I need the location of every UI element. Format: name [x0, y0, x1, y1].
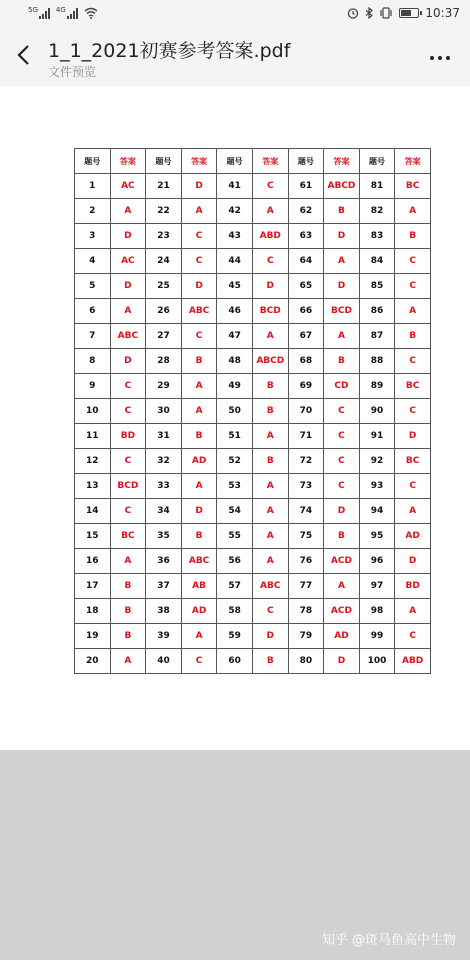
question-number-cell: 13 — [75, 474, 111, 499]
question-number-cell: 54 — [217, 499, 253, 524]
answer-cell: BCD — [110, 474, 146, 499]
status-left — [28, 7, 98, 19]
header-question-number: 题号 — [75, 149, 111, 174]
answer-cell: D — [324, 274, 360, 299]
answer-cell: B — [395, 324, 431, 349]
answer-cell: C — [324, 399, 360, 424]
question-number-cell: 83 — [359, 224, 395, 249]
question-number-cell: 87 — [359, 324, 395, 349]
answer-cell: AD — [181, 449, 217, 474]
question-number-cell: 94 — [359, 499, 395, 524]
answer-cell: C — [395, 399, 431, 424]
question-number-cell: 92 — [359, 449, 395, 474]
answer-cell: A — [110, 549, 146, 574]
table-row — [75, 474, 431, 499]
answer-cell: A — [252, 199, 288, 224]
question-number-cell: 86 — [359, 299, 395, 324]
answer-cell: C — [110, 374, 146, 399]
answer-cell: A — [252, 524, 288, 549]
table-row — [75, 199, 431, 224]
question-number-cell: 58 — [217, 599, 253, 624]
answer-cell: D — [324, 649, 360, 674]
question-number-cell: 4 — [75, 249, 111, 274]
question-number-cell: 59 — [217, 624, 253, 649]
answer-cell: C — [395, 349, 431, 374]
signal-1 — [28, 7, 50, 19]
answer-cell: A — [395, 199, 431, 224]
answer-cell: C — [395, 624, 431, 649]
answer-cell: C — [252, 599, 288, 624]
question-number-cell: 79 — [288, 624, 324, 649]
status-right — [347, 6, 460, 20]
answer-cell: A — [252, 324, 288, 349]
table-row — [75, 299, 431, 324]
question-number-cell: 49 — [217, 374, 253, 399]
header-question-number: 题号 — [217, 149, 253, 174]
answer-cell: D — [252, 624, 288, 649]
answer-cell: A — [181, 399, 217, 424]
question-number-cell: 68 — [288, 349, 324, 374]
question-number-cell: 43 — [217, 224, 253, 249]
answer-cell: ABC — [252, 574, 288, 599]
question-number-cell: 8 — [75, 349, 111, 374]
question-number-cell: 74 — [288, 499, 324, 524]
header-answer: 答案 — [252, 149, 288, 174]
answer-cell: C — [395, 274, 431, 299]
network-label-2: 4G — [55, 6, 66, 14]
header-answer: 答案 — [181, 149, 217, 174]
question-number-cell: 80 — [288, 649, 324, 674]
question-number-cell: 51 — [217, 424, 253, 449]
answer-cell: A — [395, 499, 431, 524]
question-number-cell: 66 — [288, 299, 324, 324]
question-number-cell: 78 — [288, 599, 324, 624]
question-number-cell: 45 — [217, 274, 253, 299]
header-answer: 答案 — [110, 149, 146, 174]
watermark: 知乎 @斑马鱼高中生物 — [321, 933, 456, 948]
answer-cell: BCD — [252, 299, 288, 324]
answer-cell: A — [252, 549, 288, 574]
answer-cell: BCD — [324, 299, 360, 324]
table-row — [75, 349, 431, 374]
answer-cell: D — [324, 499, 360, 524]
question-number-cell: 6 — [75, 299, 111, 324]
question-number-cell: 71 — [288, 424, 324, 449]
question-number-cell: 17 — [75, 574, 111, 599]
answer-cell: B — [110, 574, 146, 599]
table-row — [75, 524, 431, 549]
answer-cell: B — [324, 349, 360, 374]
answer-cell: D — [110, 274, 146, 299]
pdf-page — [0, 86, 470, 750]
answer-cell: D — [395, 424, 431, 449]
question-number-cell: 44 — [217, 249, 253, 274]
question-number-cell: 7 — [75, 324, 111, 349]
table-row — [75, 324, 431, 349]
question-number-cell: 12 — [75, 449, 111, 474]
question-number-cell: 19 — [75, 624, 111, 649]
answer-cell: ACD — [324, 549, 360, 574]
question-number-cell: 36 — [146, 549, 182, 574]
answer-cell: C — [181, 324, 217, 349]
question-number-cell: 91 — [359, 424, 395, 449]
answer-table — [74, 148, 431, 674]
question-number-cell: 97 — [359, 574, 395, 599]
question-number-cell: 41 — [217, 174, 253, 199]
question-number-cell: 95 — [359, 524, 395, 549]
answer-cell: A — [181, 199, 217, 224]
answer-cell: AB — [181, 574, 217, 599]
answer-cell: B — [181, 524, 217, 549]
question-number-cell: 9 — [75, 374, 111, 399]
header-answer: 答案 — [395, 149, 431, 174]
answer-cell: C — [395, 249, 431, 274]
question-number-cell: 99 — [359, 624, 395, 649]
answer-cell: ABC — [181, 299, 217, 324]
table-row — [75, 224, 431, 249]
answer-cell: A — [181, 374, 217, 399]
status-time: 10:37 — [425, 6, 460, 20]
question-number-cell: 37 — [146, 574, 182, 599]
answer-cell: C — [252, 249, 288, 274]
file-preview-label: 文件预览 — [48, 65, 97, 79]
question-number-cell: 1 — [75, 174, 111, 199]
question-number-cell: 55 — [217, 524, 253, 549]
network-label-1: 5G — [28, 6, 38, 14]
answer-cell: A — [110, 199, 146, 224]
answer-cell: D — [110, 349, 146, 374]
answer-cell: AC — [110, 174, 146, 199]
answer-cell: A — [324, 249, 360, 274]
answer-cell: B — [110, 599, 146, 624]
header-question-number: 题号 — [288, 149, 324, 174]
question-number-cell: 65 — [288, 274, 324, 299]
question-number-cell: 47 — [217, 324, 253, 349]
answer-cell: C — [181, 224, 217, 249]
answer-cell: A — [181, 474, 217, 499]
question-number-cell: 5 — [75, 274, 111, 299]
answer-cell: BC — [395, 374, 431, 399]
answer-cell: ABCD — [324, 174, 360, 199]
question-number-cell: 26 — [146, 299, 182, 324]
answer-cell: C — [110, 449, 146, 474]
question-number-cell: 14 — [75, 499, 111, 524]
answer-cell: B — [181, 424, 217, 449]
question-number-cell: 93 — [359, 474, 395, 499]
question-number-cell: 30 — [146, 399, 182, 424]
question-number-cell: 63 — [288, 224, 324, 249]
answer-cell: D — [110, 224, 146, 249]
question-number-cell: 2 — [75, 199, 111, 224]
question-number-cell: 89 — [359, 374, 395, 399]
table-row — [75, 649, 431, 674]
question-number-cell: 50 — [217, 399, 253, 424]
answer-cell: BC — [110, 524, 146, 549]
question-number-cell: 84 — [359, 249, 395, 274]
answer-cell: C — [110, 399, 146, 424]
question-number-cell: 27 — [146, 324, 182, 349]
question-number-cell: 52 — [217, 449, 253, 474]
answer-cell: C — [395, 474, 431, 499]
question-number-cell: 31 — [146, 424, 182, 449]
answer-cell: D — [324, 224, 360, 249]
answer-cell: ABC — [181, 549, 217, 574]
table-row — [75, 399, 431, 424]
question-number-cell: 64 — [288, 249, 324, 274]
question-number-cell: 29 — [146, 374, 182, 399]
question-number-cell: 22 — [146, 199, 182, 224]
question-number-cell: 35 — [146, 524, 182, 549]
question-number-cell: 100 — [359, 649, 395, 674]
answer-cell: A — [252, 499, 288, 524]
answer-cell: A — [324, 574, 360, 599]
question-number-cell: 61 — [288, 174, 324, 199]
answer-cell: ACD — [324, 599, 360, 624]
question-number-cell: 21 — [146, 174, 182, 199]
table-row — [75, 274, 431, 299]
table-row — [75, 549, 431, 574]
answer-cell: C — [252, 174, 288, 199]
answer-cell: B — [395, 224, 431, 249]
answer-cell: A — [252, 424, 288, 449]
answer-cell: BD — [110, 424, 146, 449]
question-number-cell: 11 — [75, 424, 111, 449]
signal-1-icon — [39, 7, 50, 19]
answer-cell: A — [395, 599, 431, 624]
answer-cell: D — [395, 549, 431, 574]
question-number-cell: 10 — [75, 399, 111, 424]
header-question-number: 题号 — [146, 149, 182, 174]
question-number-cell: 38 — [146, 599, 182, 624]
question-number-cell: 98 — [359, 599, 395, 624]
question-number-cell: 76 — [288, 549, 324, 574]
question-number-cell: 62 — [288, 199, 324, 224]
answer-cell: BD — [395, 574, 431, 599]
answer-cell: ABCD — [252, 349, 288, 374]
question-number-cell: 72 — [288, 449, 324, 474]
answer-cell: BC — [395, 449, 431, 474]
answer-cell: B — [110, 624, 146, 649]
answer-cell: C — [181, 249, 217, 274]
alarm-icon — [347, 7, 359, 19]
table-row — [75, 449, 431, 474]
question-number-cell: 75 — [288, 524, 324, 549]
table-row — [75, 249, 431, 274]
question-number-cell: 39 — [146, 624, 182, 649]
title-bar — [0, 28, 470, 86]
question-number-cell: 20 — [75, 649, 111, 674]
question-number-cell: 77 — [288, 574, 324, 599]
answer-cell: AD — [181, 599, 217, 624]
question-number-cell: 18 — [75, 599, 111, 624]
answer-cell: AD — [395, 524, 431, 549]
question-number-cell: 60 — [217, 649, 253, 674]
answer-cell: A — [252, 474, 288, 499]
table-header-row — [75, 149, 431, 174]
answer-cell: A — [181, 624, 217, 649]
table-row — [75, 174, 431, 199]
question-number-cell: 28 — [146, 349, 182, 374]
answer-cell: D — [181, 499, 217, 524]
answer-cell: B — [252, 399, 288, 424]
table-row — [75, 374, 431, 399]
question-number-cell: 25 — [146, 274, 182, 299]
answer-cell: ABC — [110, 324, 146, 349]
vibrate-icon — [379, 7, 393, 19]
answer-cell: D — [181, 274, 217, 299]
question-number-cell: 40 — [146, 649, 182, 674]
question-number-cell: 70 — [288, 399, 324, 424]
answer-cell: ABD — [252, 224, 288, 249]
question-number-cell: 69 — [288, 374, 324, 399]
answer-cell: B — [324, 199, 360, 224]
answer-cell: B — [252, 649, 288, 674]
question-number-cell: 34 — [146, 499, 182, 524]
answer-cell: AC — [110, 249, 146, 274]
table-row — [75, 574, 431, 599]
answer-cell: C — [324, 449, 360, 474]
more-dots-icon[interactable] — [430, 56, 450, 60]
signal-2-icon — [67, 7, 78, 19]
answer-cell: B — [181, 349, 217, 374]
answer-cell: AD — [324, 624, 360, 649]
answer-cell: A — [110, 299, 146, 324]
question-number-cell: 73 — [288, 474, 324, 499]
question-number-cell: 24 — [146, 249, 182, 274]
answer-cell: B — [252, 449, 288, 474]
answer-cell: D — [252, 274, 288, 299]
question-number-cell: 16 — [75, 549, 111, 574]
question-number-cell: 57 — [217, 574, 253, 599]
answer-cell: C — [110, 499, 146, 524]
signal-2 — [56, 7, 78, 19]
question-number-cell: 96 — [359, 549, 395, 574]
answer-cell: CD — [324, 374, 360, 399]
answer-cell: A — [395, 299, 431, 324]
bluetooth-icon — [365, 7, 373, 19]
question-number-cell: 23 — [146, 224, 182, 249]
battery-icon — [399, 8, 419, 18]
question-number-cell: 67 — [288, 324, 324, 349]
question-number-cell: 15 — [75, 524, 111, 549]
answer-cell: ABD — [395, 649, 431, 674]
table-row — [75, 624, 431, 649]
answer-cell: C — [324, 474, 360, 499]
table-row — [75, 599, 431, 624]
question-number-cell: 46 — [217, 299, 253, 324]
battery-fill — [401, 10, 411, 16]
question-number-cell: 82 — [359, 199, 395, 224]
question-number-cell: 88 — [359, 349, 395, 374]
question-number-cell: 32 — [146, 449, 182, 474]
answer-cell: BC — [395, 174, 431, 199]
table-row — [75, 424, 431, 449]
answer-cell: A — [324, 324, 360, 349]
question-number-cell: 48 — [217, 349, 253, 374]
file-title: 1_1_2021初赛参考答案.pdf — [48, 40, 291, 62]
status-bar — [0, 0, 470, 28]
question-number-cell: 53 — [217, 474, 253, 499]
wifi-icon — [84, 7, 98, 19]
question-number-cell: 3 — [75, 224, 111, 249]
question-number-cell: 85 — [359, 274, 395, 299]
table-row — [75, 499, 431, 524]
answer-cell: C — [181, 649, 217, 674]
back-arrow-icon[interactable] — [12, 40, 36, 70]
header-question-number: 题号 — [359, 149, 395, 174]
question-number-cell: 56 — [217, 549, 253, 574]
answer-cell: A — [110, 649, 146, 674]
answer-cell: B — [252, 374, 288, 399]
question-number-cell: 42 — [217, 199, 253, 224]
header-answer: 答案 — [324, 149, 360, 174]
question-number-cell: 33 — [146, 474, 182, 499]
question-number-cell: 90 — [359, 399, 395, 424]
answer-cell: D — [181, 174, 217, 199]
question-number-cell: 81 — [359, 174, 395, 199]
answer-cell: C — [324, 424, 360, 449]
answer-cell: B — [324, 524, 360, 549]
